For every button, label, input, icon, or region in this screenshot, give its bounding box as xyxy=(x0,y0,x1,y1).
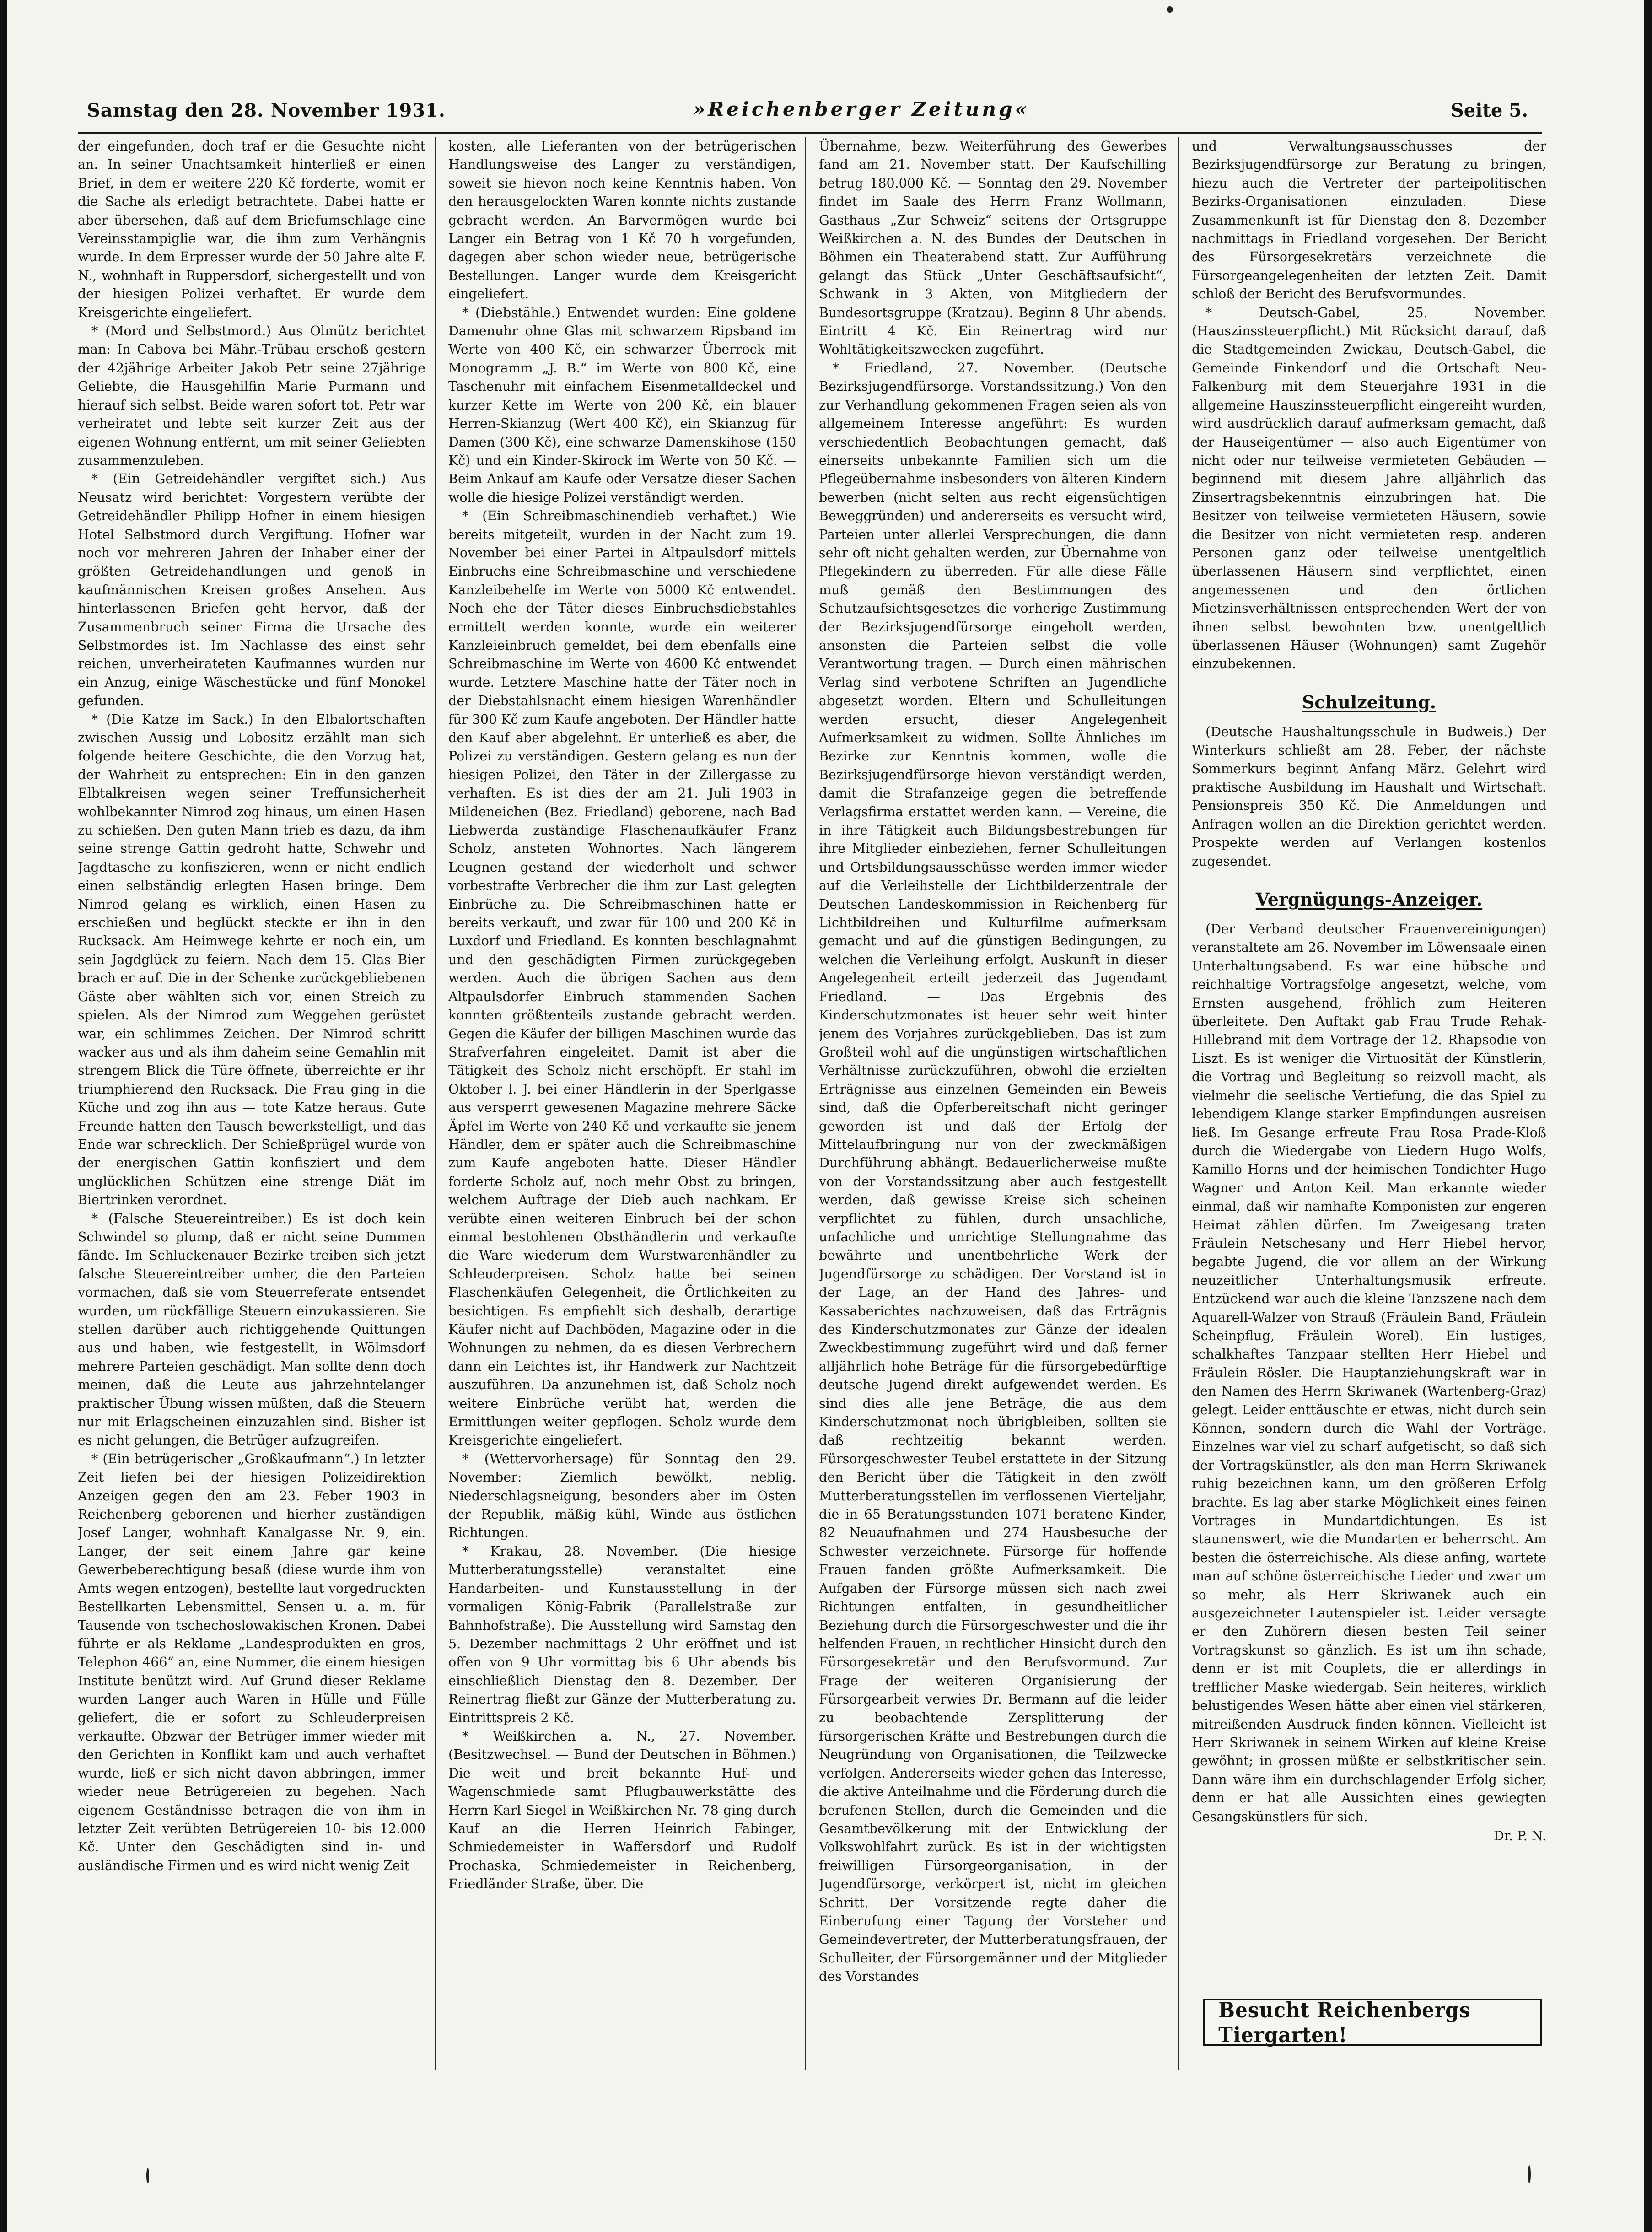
scan-speck xyxy=(146,2168,149,2183)
article-paragraph: Übernahme, bezw. Weiterführung des Gewerbes fand am 21. November statt. Der Kaufschilling betrug 180.000 Kč. — Sonntag den 29. November findet im Saale des Herrn Franz Wollmann, Gasthaus „Zur Schweiz“ seitens der Ortsgruppe Weißkirchen a. N. des Bundes der Deutschen in Böhmen ein Theaterabend statt. Zur Aufführung gelangt das Stück „Unter Geschäftsaufsicht“, Schwank in 3 Akten, von Mitgliedern der Bundesortsgruppe (Kratzau). Beginn 8 Uhr abends. Eintritt 4 Kč. Ein Reinertrag wird nur Wohltätigkeitszwecken zugeführt. xyxy=(819,139,1167,357)
column-divider xyxy=(805,137,806,2070)
header-rule xyxy=(78,132,1542,134)
article-paragraph: * (Diebstähle.) Entwendet wurden: Eine goldene Damenuhr ohne Glas mit schwarzem Ripsband im Werte von 400 Kč, ein schwarzer Überrock mit Monogramm „J. B.“ im Werte von 800 Kč, eine Taschenuhr mit einfachem Eisenmetalldeckel und kurzer Kette im Werte von 200 Kč, ein blauer Herren-Skianzug (Wert 400 Kč), ein Skianzug für Damen (300 Kč), eine schwarze Damenskihose (150 Kč) und ein Kinder-Skirock im Werte von 50 Kč. — Beim Ankauf am Kaufe oder Versatze dieser Sachen wolle die hiesige Polizei verständigt werden. xyxy=(448,305,796,505)
scan-edge-right xyxy=(1644,0,1652,2232)
header-masthead: »Reichenberger Zeitung« xyxy=(693,98,1030,120)
column-1 xyxy=(78,137,425,2068)
section-heading-vergnuegungs-anzeiger: Vergnügungs-Anzeiger. xyxy=(1255,889,1483,910)
scan-edge-left xyxy=(0,0,7,2232)
article-paragraph: * (Wettervorhersage) für Sonntag den 29. November: Ziemlich bewölkt, neblig. Niederschlagsneigung, besonders aber im Osten der Republik, mäßig kühl, Winde aus östlichen Richtungen. xyxy=(448,1451,796,1541)
article-paragraph: * Deutsch-Gabel, 25. November. (Hauszinssteuerpflicht.) Mit Rücksicht darauf, daß die Stadtgemeinden Zwickau, Deutsch-Gabel, die Gemeinde Finkendorf und die Ortschaft Neu-Falkenburg mit dem Steuerjahre 1931 in die allgemeine Hauszinssteuerpflicht eingereiht wurden, wird ausdrücklich darauf aufmerksam gemacht, daß der Hauseigentümer — also auch Eigentümer von nicht oder nur teilweise vermieteten Gebäuden — beginnend mit diesem Jahre alljährlich das Zinsertragsbekenntnis einzubringen hat. Die Besitzer von teilweise vermieteten Häusern, sowie die Besitzer von nicht vermieteten resp. anderen Personen ganz oder teilweise unentgeltlich überlassenen Häusern sind verpflichtet, einen angemessenen und den örtlichen Mietzinsverhältnissen entsprechenden Wert der von ihnen selbst bewohnten bzw. unentgeltlich überlassenen Häuser (Wohnungen) samt Zugehör einzubekennen. xyxy=(1192,305,1546,672)
advertisement-text: Besucht Reichenbergs Tiergarten! xyxy=(1218,1998,1471,2047)
column-divider xyxy=(435,137,436,2070)
scan-speck xyxy=(1528,2165,1531,2183)
article-paragraph: kosten, alle Lieferanten von der betrügerischen Handlungsweise des Langer zu verständigen, soweit sie hievon noch keine Kenntnis haben. Von den herausgelockten Waren konnte nichts zustande gebracht werden. An Barvermögen wurde bei Langer ein Betrag von 1 Kč 70 h vorgefunden, dagegen aber schon wieder neue, betrügerische Bestellungen. Langer wurde dem Kreisgericht eingeliefert. xyxy=(448,139,796,302)
article-paragraph: (Deutsche Haushaltungsschule in Budweis.) Der Winterkurs schließt am 28. Feber, der nächste Sommerkurs beginnt Anfang März. Gelehrt wird praktische Ausbildung im Haushalt und Wirtschaft. Pensionspreis 350 Kč. Die Anmeldungen und Anfragen wollen an die Direktion gerichtet werden. Prospekte werden auf Verlangen kostenlos zugesendet. xyxy=(1192,724,1546,869)
page-header xyxy=(87,95,1528,127)
header-date: Samstag den 28. November 1931. xyxy=(87,100,446,121)
column-2 xyxy=(448,137,796,2068)
column-3 xyxy=(819,137,1167,2068)
scan-speck xyxy=(1167,6,1173,13)
article-paragraph: * (Mord und Selbstmord.) Aus Olmütz berichtet man: In Cabova bei Mähr.-Trübau erschoß gestern der 42jährige Arbeiter Jakob Petr seine 27jährige Geliebte, die Hausgehilfin Marie Purmann und hierauf sich selbst. Beide waren sofort tot. Petr war verheiratet und lebte seit kurzer Zeit aus der eigenen Wohnung entfernt, um mit seiner Geliebten zusammenzuleben. xyxy=(78,323,425,468)
article-paragraph: * (Die Katze im Sack.) In den Elbalortschaften zwischen Aussig und Lobositz erzählt man sich folgende heitere Geschichte, die den Vorzug hat, der Wahrheit zu entsprechen: Ein in den ganzen Elbtalkreisen wegen seiner Treffunsicherheit wohlbekannter Nimrod zog hinaus, um einen Hasen zu schießen. Den guten Mann trieb es dazu, da ihm seine strenge Gattin gedroht hatte, Schwehr und Jagdtasche zu konfiszieren, wenn er nicht endlich einen selbständig erlegten Hasen bringe. Dem Nimrod gelang es wirklich, einen Hasen zu erschießen und beglückt steckte er ihn in den Rucksack. Am Heimwege kehrte er noch ein, um sein Jagdglück zu feiern. Nach dem 15. Glas Bier brach er auf. Die in der Schenke zurückgebliebenen Gäste aber wählten sich vor, einen Streich zu spielen. Als der Nimrod zum Weggehen gerüstet war, ein schlimmes Zeichen. Der Nimrod schritt wacker aus und als ihm daheim seine Gemahlin mit strengem Blick die Türe öffnete, überreichte er ihr triumphierend den Rucksack. Die Frau ging in die Küche und zog ihn aus — tote Katze heraus. Gute Freunde hatten den Tausch bewerkstelligt, und das Ende war schrecklich. Der Schießprügel wurde von der energischen Gattin konfisziert und dem unglücklichen Schützen eine strenge Diät im Biertrinken verordnet. xyxy=(78,712,425,1208)
article-paragraph: * (Ein betrügerischer „Großkaufmann“.) In letzter Zeit liefen bei der hiesigen Polizeidirektion Anzeigen gegen den am 23. Feber 1903 in Reichenberg geborenen und hierher zuständigen Josef Langer, wohnhaft Kanalgasse Nr. 9, ein. Langer, der seit einem Jahre gar keine Gewerbeberechtigung besaß (diese wurde ihm von Amts wegen entzogen), bestellte laut vorgedruckten Bestellkarten Lebensmittel, Sensen u. a. m. für Tausende von tschechoslowakischen Kronen. Dabei führte er als Reklame „Landesprodukten en gros, Telephon 466“ an, eine Nummer, die einem hiesigen Institute benützt wird. Auf Grund dieser Reklame wurden Langer auch Waren in Hülle und Fülle geliefert, die er sofort zu Schleuderpreisen verkaufte. Obzwar der Betrüger immer wieder mit den Gerichten in Konflikt kam und auch verhaftet wurde, ließ er sich nicht davon abbringen, immer wieder neue Betrügereien zu begehen. Nach eigenem Geständnisse betragen die von ihm in letzter Zeit verübten Betrügereien 10- bis 12.000 Kč. Unter den Geschädigten sind in- und ausländische Firmen und es wird nicht wenig Zeit xyxy=(78,1451,425,1873)
article-paragraph: der eingefunden, doch traf er die Gesuchte nicht an. In seiner Unachtsamkeit hinterließ er einen Brief, in dem er weitere 220 Kč forderte, womit er die Sache als erledigt betrachtete. Dabei hatte er aber übersehen, daß auf dem Briefumschlage eine Vereinsstampiglie war, die ihm zum Verhängnis wurde. In dem Erpresser wurde der 50 Jahre alte F. N., wohnhaft in Ruppersdorf, sichergestellt und von der hiesigen Polizei verhaftet. Er wurde dem Kreisgerichte eingeliefert. xyxy=(78,139,425,320)
article-paragraph: * (Falsche Steuereintreiber.) Es ist doch kein Schwindel so plump, daß er nicht seine Dummen fände. Im Schluckenauer Bezirke treiben sich jetzt falsche Steuereintreiber umher, die den Parteien vormachen, daß sie vom Steuerreferate entsendet wurden, um rückfällige Steuern einzukassieren. Sie stellen darüber auch richtiggehende Quittungen aus und haben, wie festgestellt, in Wölmsdorf mehrere Parteien geschädigt. Man sollte denn doch meinen, daß die Leute aus jahrzehntelanger praktischer Übung wissen müßten, daß die Steuern nur mit Erlagscheinen einzuzahlen sind. Bisher ist es nicht gelungen, die Betrüger aufzugreifen. xyxy=(78,1211,425,1448)
column-4 xyxy=(1192,137,1546,2068)
article-paragraph: * (Ein Schreibmaschinendieb verhaftet.) Wie bereits mitgeteilt, wurden in der Nacht zum 19. November bei einer Partei in Altpaulsdorf mittels Einbruchs eine Schreibmaschine und verschiedene Kanzleibehelfe im Werte von 5000 Kč entwendet. Noch ehe der Täter dieses Einbruchsdiebstahles ermittelt werden konnte, wurde ein weiterer Kanzleieinbruch gemeldet, bei dem ebenfalls eine Schreibmaschine im Werte von 4600 Kč entwendet wurde. Letztere Maschine hatte der Täter noch in der Diebstahlsnacht einem hiesigen Warenhändler für 300 Kč zum Kaufe angeboten. Der Händler hatte den Kauf aber abgelehnt. Er unterließ es aber, die Polizei zu verständigen. Gestern gelang es nun der hiesigen Polizei, den Täter in der Zillergasse zu verhaften. Es ist dies der am 21. Juli 1903 in Mildeneichen (Bez. Friedland) geborene, nach Bad Liebwerda zuständige Flaschenaufkäufer Franz Scholz, ansteten Wohnortes. Nach längerem Leugnen gestand der wiederholt und schwer vorbestrafte Verbrecher die ihm zur Last gelegten Einbrüche zu. Die Schreibmaschinen hatte er bereits verkauft, und zwar für 100 und 200 Kč in Luxdorf und Friedland. Es konnten beschlagnahmt und den geschädigten Firmen zurückgegeben werden. Auch die übrigen Sachen aus dem Altpaulsdorfer Einbruch stammenden Sachen konnten größtenteils zustande gebracht werden. Gegen die Käufer der billigen Maschinen wurde das Strafverfahren eingeleitet. Damit ist aber die Tätigkeit des Scholz nicht erschöpft. Er stahl im Oktober l. J. bei einer Händlerin in der Sperlgasse aus versperrt gewesenen Magazine mehrere Säcke Äpfel im Werte von 240 Kč und verkaufte sie jenem Händler, dem er später auch die Schreibmaschine zum Kaufe angeboten hatte. Dieser Händler forderte Scholz auf, noch mehr Obst zu bringen, welchem Auftrage der Dieb auch nachkam. Er verübte einen weiteren Einbruch bei der schon einmal bestohlenen Obsthändlerin und verkaufte die Ware wiederum dem Wurstwarenhändler zu Schleuderpreisen. Scholz hatte bei seinen Flaschenkäufen Gelegenheit, die Örtlichkeiten zu besichtigen. Es empfiehlt sich deshalb, derartige Käufer nicht auf Dachböden, Magazine oder in die Wohnungen zu nehmen, da es diesen Verbrechern dann ein Leichtes ist, ihr Handwerk zur Nachtzeit auszuführen. Da anzunehmen ist, daß Scholz noch weitere Einbrüche verübt hat, werden die Ermittlungen weiter gepflogen. Scholz wurde dem Kreisgerichte eingeliefert. xyxy=(448,508,796,1448)
column-divider xyxy=(1178,137,1179,2070)
advertisement-box xyxy=(1203,1999,1542,2046)
article-paragraph: * (Ein Getreidehändler vergiftet sich.) Aus Neusatz wird berichtet: Vorgestern verübte der Getreidehändler Philipp Hofner in einem hiesigen Hotel Selbstmord durch Vergiftung. Hofner war noch vor mehreren Jahren der Inhaber einer der größten Getreidehandlungen und genoß in kaufmännischen Kreisen großes Ansehen. Aus hinterlassenen Briefen geht hervor, daß der Zusammenbruch seiner Firma die Ursache des Selbstmordes ist. Im Nachlasse des einst sehr reichen, unverheirateten Kaufmannes wurden nur ein Anzug, einige Wäschestücke und fünf Monokel gefunden. xyxy=(78,471,425,709)
header-page-number: Seite 5. xyxy=(1450,100,1528,121)
article-paragraph: * Krakau, 28. November. (Die hiesige Mutterberatungsstelle) veranstaltet eine Handarbeiten- und Kunstausstellung in der vormaligen König-Fabrik (Parallelstraße zur Bahnhofstraße). Die Ausstellung wird Samstag den 5. Dezember nachmittags 2 Uhr eröffnet und ist offen von 9 Uhr vormittag bis 6 Uhr abends bis einschließlich Dienstag den 8. Dezember. Der Reinertrag fließt zur Gänze der Mutterberatung zu. Eintrittspreis 2 Kč. xyxy=(448,1543,796,1725)
article-signature: Dr. P. N. xyxy=(1493,1828,1546,1844)
article-paragraph: und Verwaltungsausschusses der Bezirksjugendfürsorge zur Beratung zu bringen, hiezu auch die Vertreter der parteipolitischen Bezirks-Organisationen einzuladen. Diese Zusammenkunft ist für Dienstag den 8. Dezember nachmittags in Friedland vorgesehen. Der Bericht des Fürsorgesekretärs verzeichnete die Fürsorgeangelegenheiten der letzten Zeit. Damit schloß der Bericht des Berufsvormundes. xyxy=(1192,139,1546,302)
article-paragraph: * Weißkirchen a. N., 27. November. (Besitzwechsel. — Bund der Deutschen in Böhmen.) Die weit und breit bekannte Huf- und Wagenschmiede samt Pflugbauwerkstätte des Herrn Karl Siegel in Weißkirchen Nr. 78 ging durch Kauf an die Herren Heinrich Fabinger, Schmiedemeister in Waffersdorf und Rudolf Prochaska, Schmiedemeister in Reichenberg, Friedländer Straße, über. Die xyxy=(448,1728,796,1892)
article-paragraph: (Der Verband deutscher Frauenvereinigungen) veranstaltete am 26. November im Löwensaale einen Unterhaltungsabend. Es war eine hübsche und reichhaltige Vortragsfolge angesetzt, welche, vom Ernsten ausgehend, fröhlich zum Heiteren überleitete. Den Auftakt gab Frau Trude Rehak-Hillebrand mit dem Vortrage der 12. Rhapsodie von Liszt. Es ist weniger die Virtuosität der Künstlerin, die Vortrag und Begleitung so reizvoll macht, als vielmehr die seelische Vertiefung, die das Spiel zu lebendigem Klange starker Empfindungen ausreisen ließ. Im Gesange erfreute Frau Rosa Prade-Kloß durch die Wiedergabe von Liedern Hugo Wolfs, Kamillo Horns und der heimischen Tondichter Hugo Wagner und Anton Keil. Man erkannte wieder einmal, daß wir namhafte Komponisten zur engeren Heimat zählen dürfen. Im Zweigesang traten Fräulein Netschesany und Herr Hiebel hervor, begabte Jugend, die vor allem an der Wirkung neuzeitlicher Unterhaltungsmusik erfreute. Entzückend war auch die kleine Tanzszene nach dem Aquarell-Walzer von Strauß (Fräulein Band, Fräulein Scheinpflug, Fräulein Worel). Ein lustiges, schalkhaftes Tanzpaar stellten Herr Hiebel und Fräulein Rösler. Die Hauptanziehungskraft war in den Namen des Herrn Skriwanek (Wartenberg-Graz) gelegt. Leider enttäuschte er etwas, nicht durch sein Können, sondern durch die Wahl der Vorträge. Einzelnes war viel zu scharf aufgetischt, so daß sich der Vortragskünstler, als den man Herrn Skriwanek ruhig bezeichnen kann, um den größeren Erfolg brachte. Es lag aber starke Möglichkeit eines feinen Vortrages in Mundartdichtungen. Es ist staunenswert, wie die Mundarten er beherrscht. Am besten die österreichische. Als diese anfing, wartete man auf schöne österreichische Lieder und zwar um so mehr, als Herr Skriwanek auch ein ausgezeichneter Lautenspieler ist. Leider versagte er den Zuhörern diesen besten Teil seiner Vortragskunst so gänzlich. Es ist um ihn schade, denn er ist mit Couplets, die er allerdings in trefflicher Maske wiedergab. Sein heiteres, wirklich belustigendes Wesen hätte aber einen viel stärkeren, mitreißenden Ausdruck finden können. Vielleicht ist Herr Skriwanek in seinem Wirken auf kleine Kreise gewöhnt; in grossen müßte er selbstkritischer sein. Dann wäre ihm ein durchschlagender Erfolg sicher, denn er hat alle Aussichten eines gewiegten Gesangskünstlers für sich. xyxy=(1192,922,1546,1824)
section-heading-schulzeitung: Schulzeitung. xyxy=(1302,691,1437,712)
article-paragraph: * Friedland, 27. November. (Deutsche Bezirksjugendfürsorge. Vorstandssitzung.) Von den zur Verhandlung gekommenen Fragen seien als von allgemeinem Interesse angeführt: Es wurden verschiedentlich Beobachtungen gemacht, daß einerseits unbekannte Familien sich um die Pflegeübernahme insbesonders von älteren Kindern bewerben (nicht selten aus recht eigensüchtigen Beweggründen) und andererseits es versucht wird, Parteien unter allerlei Versprechungen, die dann sehr oft nicht gehalten werden, zur Übernahme von Pflegekindern zu überreden. Für alle diese Fälle muß gemäß den Bestimmungen des Schutzaufsichtsgesetzes die vorherige Zustimmung der Bezirksjugendfürsorge eingeholt werden, ansonsten die Parteien selbst die volle Verantwortung tragen. — Durch einen mährischen Verlag sind verbotene Schriften an Jugendliche abgesetzt worden. Eltern und Schulleitungen werden ersucht, dieser Angelegenheit Aufmerksamkeit zu widmen. Sollte Ähnliches im Bezirke zur Kenntnis kommen, wolle die Bezirksjugendfürsorge hievon verständigt werden, damit die Strafanzeige gegen die betreffende Verlagsfirma erstattet werden kann. — Vereine, die in ihre Tätigkeit auch Bildungsbestrebungen für ihre Mitglieder einbeziehen, ferner Schulleitungen und Ortsbildungsausschüsse werden immer wieder auf die Verleihstelle der Lichtbilderzentrale der Deutschen Landeskommission in Reichenberg für Lichtbildreihen und Kulturfilme aufmerksam gemacht und auf die günstigen Bedingungen, zu welchen die Verleihung erfolgt. Auskunft in dieser Angelegenheit erteilt jederzeit das Jugendamt Friedland. — Das Ergebnis des Kinderschutzmonates ist heuer sehr weit hinter jenem des Vorjahres zurückgeblieben. Das ist zum Großteil wohl auf die ungünstigen wirtschaftlichen Verhältnisse zurückzuführen, obwohl die erzielten Erträgnisse aus einzelnen Gemeinden ein Beweis sind, daß die Opferbereitschaft nicht geringer geworden ist und daß der Erfolg der Mittelaufbringung nur von der zweckmäßigen Durchführung abhängt. Bedauerlicherweise mußte von der Vorstandssitzung aber auch festgestellt werden, daß gewisse Kreise sich scheinen verpflichtet zu fühlen, durch unsachliche, unfachliche und unrichtige Stellungnahme das bewährte und unentbehrliche Werk der Jugendfürsorge zu schädigen. Der Vorstand ist in der Lage, an der Hand des Jahres- und Kassaberichtes nachzuweisen, daß das Erträgnis des Kinderschutzmonates zur Gänze der idealen Zweckbestimmung zugeführt wird und daß ferner alljährlich hohe Beträge für die fürsorgebedürftige deutsche Jugend direkt aufgewendet werden. Es sind dies alle jene Beträge, die aus dem Kinderschutzmonat noch übrigbleiben, sollten sie daß rechtzeitig bekannt werden. Fürsorgeschwester Teubel erstattete in der Sitzung den Bericht über die Tätigkeit in den zwölf Mutterberatungsstellen im verflossenen Vierteljahr, die in 65 Beratungsstunden 1071 beratene Kinder, 82 Neuaufnahmen und 274 Hausbesuche der Schwester verzeichnete. Fürsorge für hoffende Frauen fanden größte Aufmerksamkeit. Die Aufgaben der Fürsorge müssen sich nach zwei Richtungen entfalten, in gesundheitlicher Beziehung durch die Fürsorgeschwester und die ihr helfenden Frauen, in rechtlicher Hinsicht durch den Fürsorgesekretär und den Berufsvormund. Zur Frage der weiteren Organisierung der Fürsorgearbeit verwies Dr. Bermann auf die leider zu beobachtende Zersplitterung der fürsorgerischen Kräfte und Bestrebungen durch die Neugründung von Organisationen, die Teilzwecke verfolgen. Andererseits wieder gehen das Interesse, die aktive Anteilnahme und die Förderung durch die berufenen Stellen, durch die Gemeinden und die Gesamtbevölkerung mit der Entwicklung der Volkswohlfahrt zurück. Es ist in der wichtigsten freiwilligen Fürsorgeorganisation, in der Jugendfürsorge, verkörpert ist, nicht im gleichen Schritt. Der Vorsitzende regte daher die Einberufung einer Tagung der Vorsteher und Gemeindevertreter, der Mutterberatungsfrauen, der Schulleiter, der Fürsorgemänner und der Mitglieder des Vorstandes xyxy=(819,360,1167,1984)
